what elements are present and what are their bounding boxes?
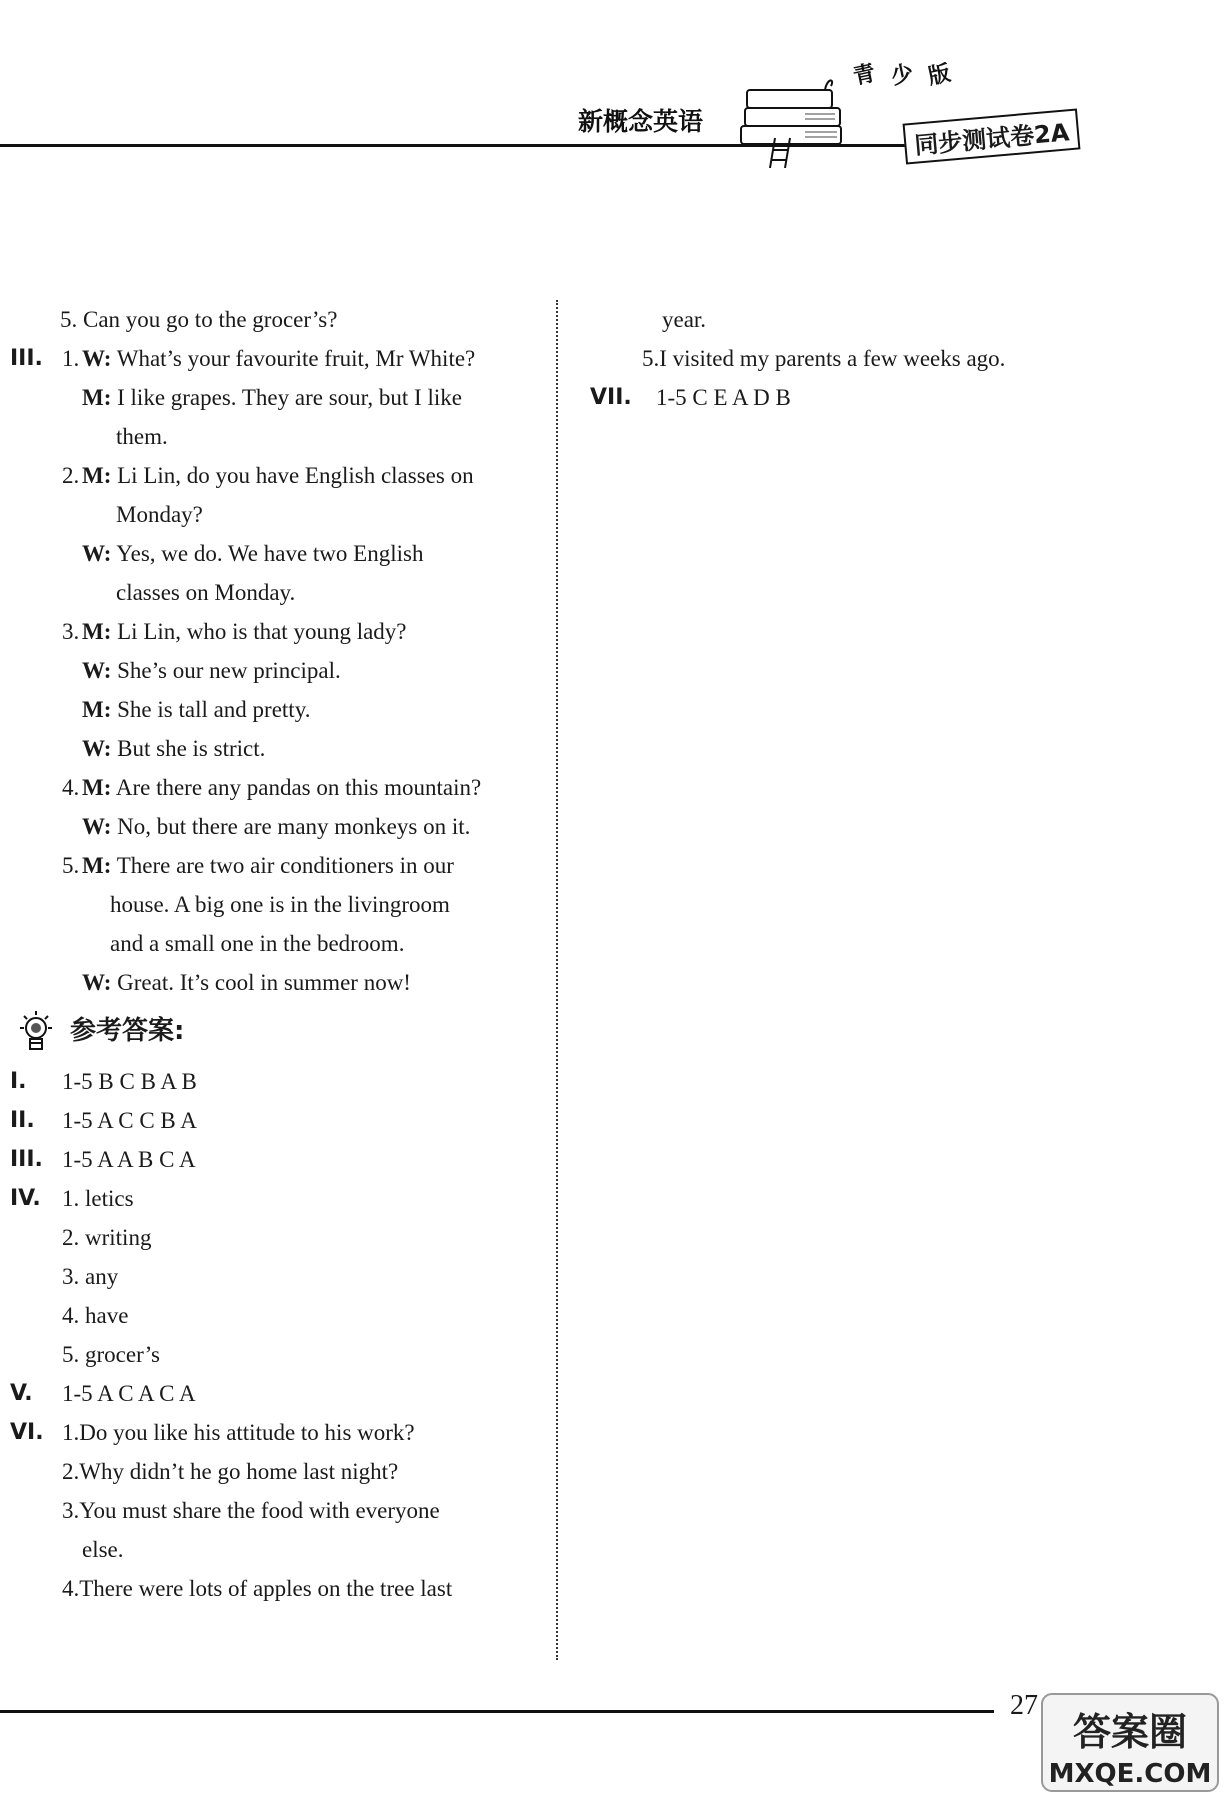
column-divider <box>556 300 558 1660</box>
answer-text: 4. have <box>62 1303 129 1328</box>
section-numeral: VII. <box>590 385 632 410</box>
speaker-label: M: <box>82 385 112 410</box>
section-numeral: III. <box>10 346 43 371</box>
answer-key <box>10 1062 530 1608</box>
answer-text: 3. any <box>62 1264 119 1289</box>
series-char: 少 <box>888 60 916 90</box>
dialogue-line: What’s your favourite fruit, Mr White? <box>116 346 476 371</box>
section-numeral: III. <box>10 1147 43 1172</box>
dialogue-line: them. <box>116 424 168 449</box>
answer-text: 1-5 B C B A B <box>62 1069 197 1094</box>
listening-item-5: 5. Can you go to the grocer’s? <box>60 307 338 332</box>
dialogue-line: Are there any pandas on this mountain? <box>115 775 482 800</box>
speaker-label: M: <box>82 697 112 722</box>
section-numeral: I. <box>10 1069 27 1094</box>
section-numeral: II. <box>10 1108 35 1133</box>
left-column <box>10 300 530 1608</box>
section-numeral: VI. <box>10 1420 44 1445</box>
watermark-text: 答案圈 <box>1072 1710 1188 1754</box>
dialogue-line: and a small one in the bedroom. <box>110 931 405 956</box>
item-number: 5. <box>62 853 80 878</box>
answer-text: 2.Why didn’t he go home last night? <box>62 1459 399 1484</box>
item-number: 1. <box>62 346 80 371</box>
dialogue-line: Li Lin, who is that young lady? <box>117 619 407 644</box>
speaker-label: M: <box>82 853 112 878</box>
dialogue-line: She’s our new principal. <box>117 658 341 683</box>
speaker-label: W: <box>82 970 112 995</box>
book-series-title: 新概念英语 <box>578 107 704 136</box>
series-badge <box>853 58 958 89</box>
answer-text: 3.You must share the food with everyone <box>62 1498 440 1523</box>
answer-text: 1-5 C E A D B <box>656 385 791 410</box>
answer-text: 1-5 A C A C A <box>62 1381 196 1406</box>
dialogue-line: But she is strict. <box>117 736 266 761</box>
dialogue-line: Monday? <box>116 502 203 527</box>
answer-text: 1.Do you like his attitude to his work? <box>62 1420 415 1445</box>
speaker-label: W: <box>82 541 112 566</box>
speaker-label: W: <box>82 814 112 839</box>
section-numeral: IV. <box>10 1186 41 1211</box>
dialogue-line: classes on Monday. <box>116 580 296 605</box>
dialogue-line: Great. It’s cool in summer now! <box>117 970 411 995</box>
dialogue-line: There are two air conditioners in our <box>116 853 454 878</box>
page-number: 27 <box>1010 1690 1038 1721</box>
dialogue-line: Yes, we do. We have two English <box>116 541 424 566</box>
speaker-label: M: <box>82 775 112 800</box>
series-char: 版 <box>926 60 954 90</box>
answer-text: 1-5 A A B C A <box>62 1147 196 1172</box>
dialogue-line: No, but there are many monkeys on it. <box>117 814 471 839</box>
item-number: 2. <box>62 463 80 488</box>
item-number: 4. <box>62 775 80 800</box>
speaker-label: M: <box>82 463 112 488</box>
speaker-label: W: <box>82 346 112 371</box>
right-column <box>590 300 1090 417</box>
volume-label: 同步测试卷2A <box>903 108 1081 164</box>
footer-rule <box>0 1710 994 1713</box>
dialogue-line: She is tall and pretty. <box>117 697 311 722</box>
speaker-label: M: <box>82 619 112 644</box>
series-char: 青 <box>851 60 878 90</box>
answer-text: 5. grocer’s <box>62 1342 160 1367</box>
item-number: 3. <box>62 619 80 644</box>
answers-label: 参考答案: <box>70 1016 185 1046</box>
answer-text: 1. letics <box>62 1186 134 1211</box>
answer-text: 1-5 A C C B A <box>62 1108 197 1133</box>
section-numeral: V. <box>10 1381 33 1406</box>
speaker-label: W: <box>82 736 112 761</box>
speaker-label: W: <box>82 658 112 683</box>
dialogue-line: house. A big one is in the livingroom <box>110 892 450 917</box>
section-3-transcript <box>10 339 530 1002</box>
answer-text: 2. writing <box>62 1225 152 1250</box>
watermark-site: MXQE.COM <box>1048 1759 1212 1789</box>
book-stack-icon <box>735 78 855 168</box>
answers-heading <box>10 1002 530 1062</box>
answer-text: 4.There were lots of apples on the tree last <box>62 1576 453 1601</box>
lightbulb-icon <box>16 1010 56 1056</box>
site-watermark-logo <box>1040 1690 1220 1795</box>
answer-text: year. <box>662 307 707 332</box>
answer-text: 5.I visited my parents a few weeks ago. <box>642 346 1006 371</box>
answer-text: else. <box>82 1537 124 1562</box>
dialogue-line: I like grapes. They are sour, but I like <box>117 385 462 410</box>
dialogue-line: Li Lin, do you have English classes on <box>117 463 474 488</box>
